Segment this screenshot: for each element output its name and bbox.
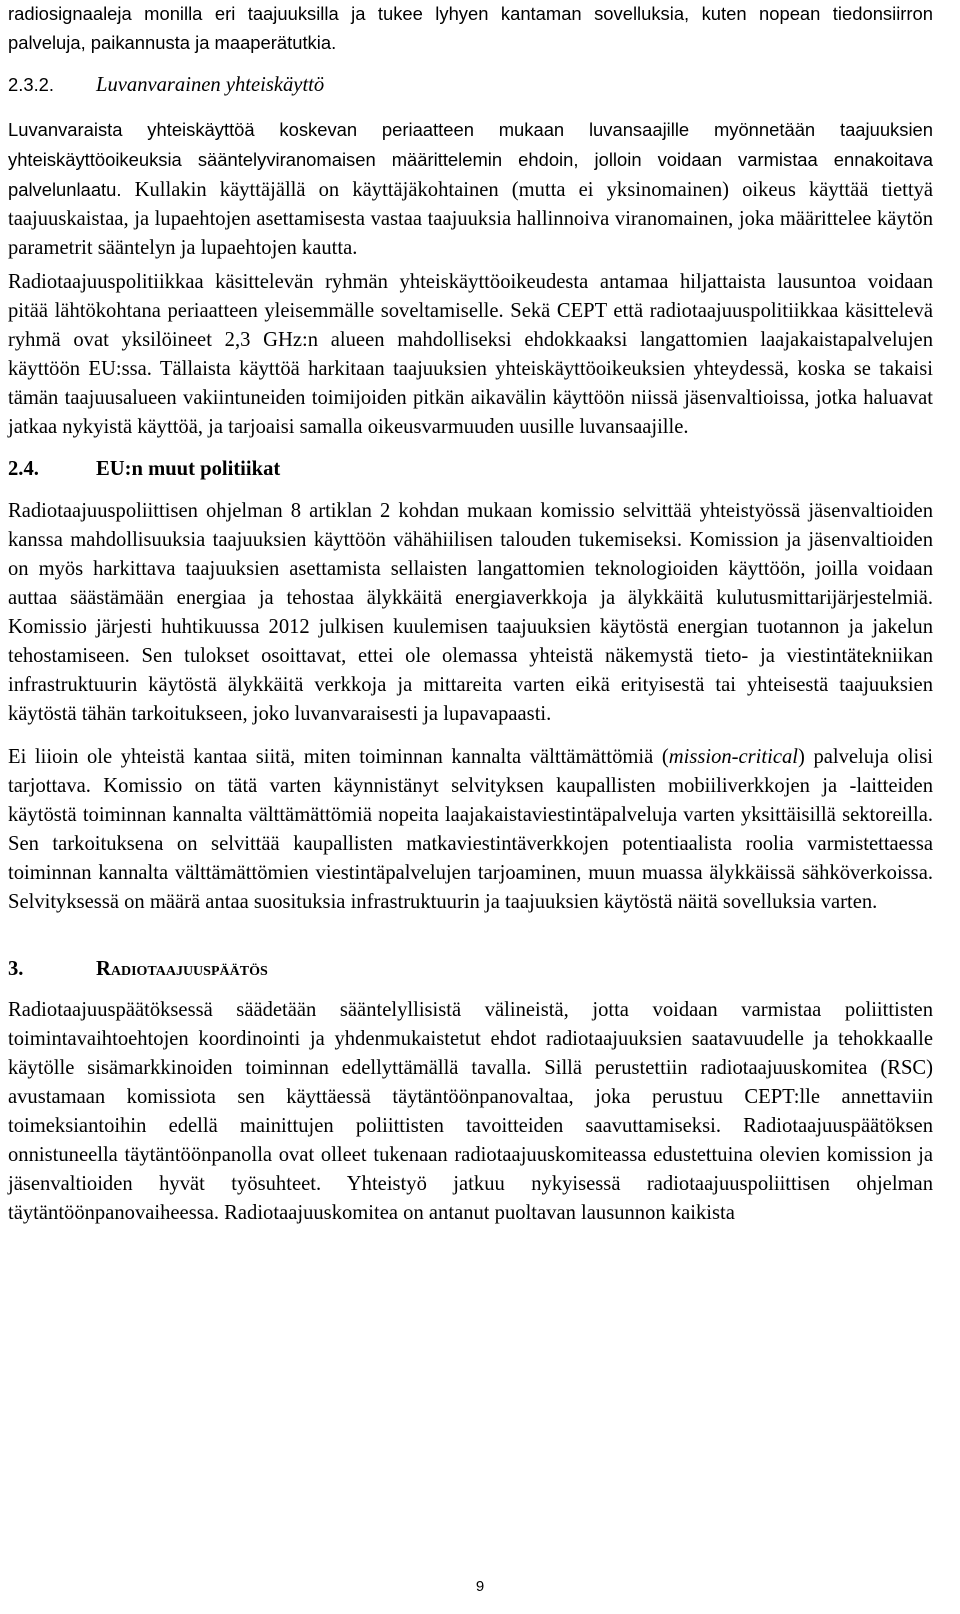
paragraph-sans-part: Luvanvaraista yhteiskäyttöä koskevan periaatteen mukaan luvansaajille myönnetään taajuuksien yhteiskäyttöoikeuksia sääntelyviranomaisen määrittelemin ehdoin, jolloin voidaan varmistaa ennakoitava palvelunlaatu. [8, 119, 933, 200]
section-2-3-2-paragraph-1 [8, 115, 933, 263]
section-3-paragraph-1: Radiotaajuuspäätöksessä säädetään sääntelyllisistä välineistä, jotta voidaan varmistaa poliittisten toimintavaihtoehtojen koordinointi ja yhdenmukaistetut ehdot radiotaajuuksien saatavuudelle ja tehokkaalle käytölle sisämarkkinoiden toiminnan edellyttämällä tavalla. Sillä perustettiin radiotaajuuskomitea (RSC) avustamaan komissiota sen käyttäessä täytäntöönpanovaltaa, joka perustuu CEPT:lle annettaviin toimeksiantoihin edellä mainittujen poliittisten tavoitteiden saavuttamiseksi. Radiotaajuuspäätöksen onnistuneella täytäntöönpanolla ovat olleet tukenaan radiotaajuuskomiteassa edustettuina olevien komission ja jäsenvaltioiden hyvät työsuhteet. Yhteistyö jatkuu nykyisessä radiotaajuuspoliittisen ohjelman täytäntöönpanovaiheessa. Radiotaajuuskomitea on antanut puoltavan lausunnon kaikista [8, 999, 933, 1224]
section-title: Radiotaajuuspäätös [96, 958, 268, 980]
paragraph-text-start: Ei liioin ole yhteistä kantaa siitä, miten toiminnan kannalta välttämättömiä ( [8, 746, 669, 768]
section-3-heading [8, 955, 933, 984]
page-number: 9 [475, 1578, 485, 1595]
section-number: 2.4. [8, 458, 39, 480]
section-number: 3. [8, 958, 24, 980]
section-title: Luvanvarainen yhteiskäyttö [96, 74, 325, 96]
paragraph-text-rest: ) palveluja olisi tarjottava. Komissio on tätä varten käynnistänyt selvityksen kaupallisten mobiiliverkkojen ja -laitteiden käytöstä toiminnan kannalta välttämättömiä nopeita laajakaistaviestintäpalveluja varten yksittäisillä sektoreilla. Sen tarkoituksena on selvittää kaupallisten matkaviestintäverkkojen potentiaalista roolia varmistettaessa toiminnan kannalta välttämättömien viestintäpalvelujen tarjoaminen, muun muassa älykkäissä sähköverkoissa. Selvityksessä on määrä antaa suosituksia infrastruktuurin ja taajuuksien käytöstä näitä sovelluksia varten. [8, 746, 934, 913]
italic-term: mission-critical [668, 746, 798, 768]
section-2-3-2-heading [8, 70, 933, 100]
section-2-4-heading [8, 455, 933, 484]
section-number: 2.3.2. [8, 74, 55, 95]
section-2-3-2-paragraph-2: Radiotaajuuspolitiikkaa käsittelevän ryhmän yhteiskäyttöoikeudesta antamaa hiljattaista lausuntoa voidaan pitää lähtökohtana periaatteen yleisemmälle soveltamiselle. Sekä CEPT että radiotaajuuspolitiikkaa käsittelevä ryhmä ovat yksilöineet 2,3 GHz:n alueen mahdolliseksi ehdokkaaksi langattomien laajakaistapalvelujen käyttöön EU:ssa. Tällaista käyttöä harkitaan taajuuksien yhteiskäyttöoikeuksien yhteydessä, koska se takaisi tämän taajuusalueen vakiintuneiden toimijoiden pitkän aikavälin käyttöön niissä jäsenvaltioissa, jotka haluavat jatkaa nykyistä käyttöä, ja tarjoaisi samalla oikeusvarmuuden uusille luvansaajille. [8, 271, 933, 438]
section-2-4-paragraph-2 [8, 743, 933, 917]
paragraph-serif-part: Kullakin käyttäjällä on käyttäjäkohtainen (mutta ei yksinomainen) oikeus käyttää tiettyä taajuuskaistaa, ja lupaehtojen asettamisesta vastaa taajuuksia hallinnoiva viranomainen, joka määrittelee käytön parametrit sääntelyn ja lupaehtojen kautta. [8, 179, 934, 259]
section-title: EU:n muut politiikat [96, 458, 281, 480]
intro-paragraph: radiosignaaleja monilla eri taajuuksilla ja tukee lyhyen kantaman sovelluksia, kuten nopean tiedonsiirron palveluja, paikannusta ja maaperätutkia. [8, 3, 933, 53]
section-2-4-paragraph-1: Radiotaajuuspoliittisen ohjelman 8 artiklan 2 kohdan mukaan komissio selvittää yhteistyössä jäsenvaltioiden kanssa mahdollisuuksia taajuuksien käyttöön vähähiilisen talouden tukemiseksi. Komission ja jäsenvaltioiden on myös harkittava taajuuksien asettamista sellaisten langattomien teknologioiden käyttöön, joilla voidaan auttaa säästämään energiaa ja tehostaa älykkäitä energiaverkkoja ja älykkäitä kulutusmittarijärjestelmiä. Komissio järjesti huhtikuussa 2012 julkisen kuulemisen taajuuksien käytöstä energian tuotannon ja jakelun tehostamiseen. Sen tulokset osoittavat, ettei ole olemassa yhteistä näkemystä tieto- ja viestintätekniikan infrastruktuurin käytöstä älykkäitä verkkoja ja mittareita varten eikä erityisestä tai yhteisestä taajuuksien käytöstä tähän tarkoitukseen, joko luvanvaraisesti ja lupavapaasti. [8, 500, 933, 725]
